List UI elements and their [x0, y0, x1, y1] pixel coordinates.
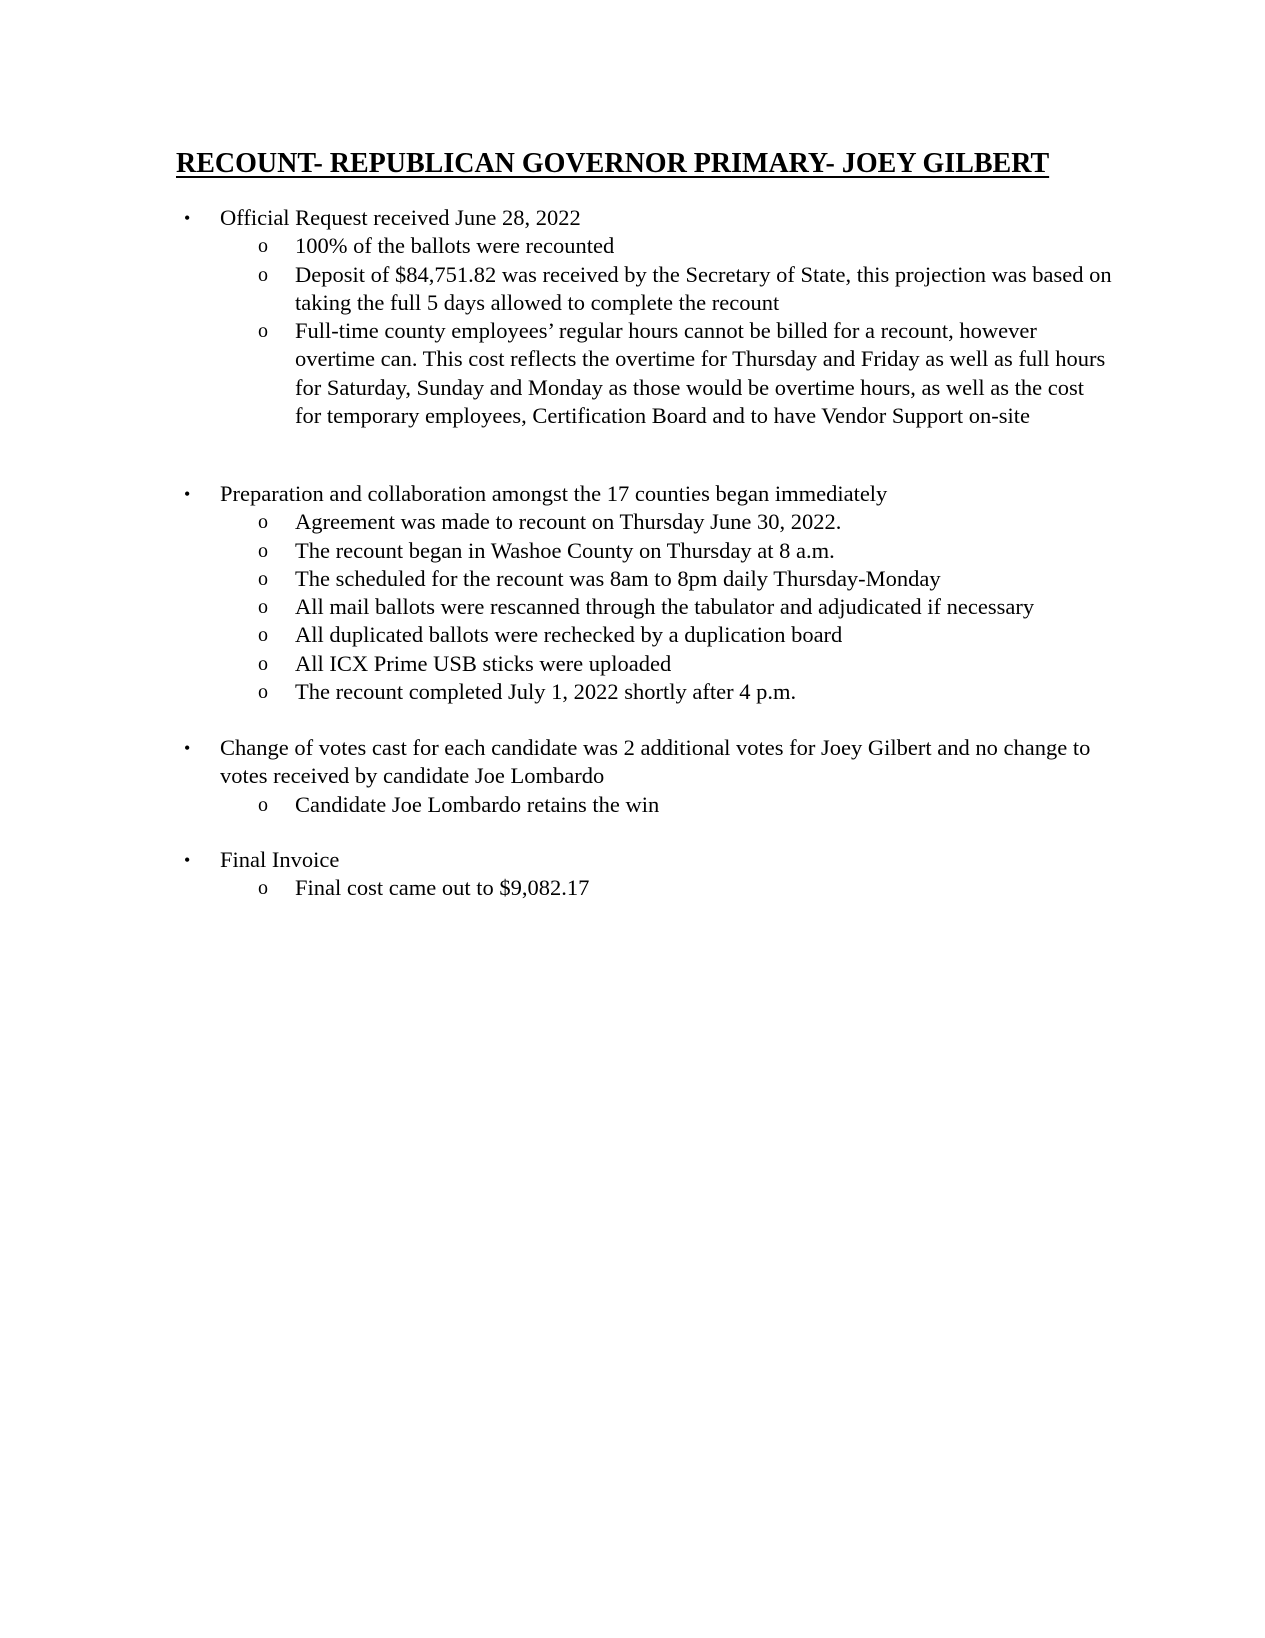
sub-bullet-marker: o [258, 263, 268, 286]
sub-list-item [0, 565, 1265, 593]
sub-bullet-marker: o [258, 793, 268, 816]
sub-list-item [0, 650, 1265, 678]
sub-list-item [0, 791, 1265, 819]
list-item [0, 734, 1265, 791]
bullet-text: Change of votes cast for each candidate was 2 additional votes for Joey Gilbert and no change to votes received by candidate Joe Lombardo [220, 735, 1091, 789]
section-preparation [0, 480, 1265, 706]
sub-bullet-text: All mail ballots were rescanned through the tabulator and adjudicated if necessary [295, 594, 1035, 620]
list-item [0, 846, 1265, 874]
sub-bullet-marker: o [258, 652, 268, 675]
sub-bullet-marker: o [258, 539, 268, 562]
sub-list-item [0, 537, 1265, 565]
section-final-invoice [0, 846, 1265, 903]
sub-bullet-marker: o [258, 596, 268, 619]
section-vote-change [0, 734, 1265, 819]
sub-bullet-text: The recount began in Washoe County on Thursday at 8 a.m. [295, 537, 835, 563]
sub-list-item [0, 874, 1265, 902]
sub-list-item [0, 678, 1265, 706]
sub-bullet-marker: o [258, 235, 268, 258]
sub-bullet-text: The scheduled for the recount was 8am to 8pm daily Thursday-Monday [295, 565, 941, 591]
sub-bullet-marker: o [258, 320, 268, 343]
sub-list-item [0, 593, 1265, 621]
sub-list-item [0, 621, 1265, 649]
sub-bullet-text: All duplicated ballots were rechecked by a duplication board [295, 622, 843, 648]
sub-list-item [0, 508, 1265, 536]
page-title: RECOUNT- REPUBLICAN GOVERNOR PRIMARY- JOEY GILBERT [176, 148, 1050, 179]
bullet-marker: • [184, 484, 191, 504]
sub-bullet-text: Final cost came out to $9,082.17 [295, 875, 590, 901]
sub-bullet-marker: o [258, 624, 268, 647]
sub-bullet-marker: o [258, 681, 268, 704]
list-item [0, 480, 1265, 508]
bullet-marker: • [184, 738, 191, 758]
sub-bullet-marker: o [258, 877, 268, 900]
sub-list-item [0, 261, 1265, 318]
sub-bullet-text: Agreement was made to recount on Thursday June 30, 2022. [295, 509, 842, 535]
sub-bullet-text: 100% of the ballots were recounted [295, 233, 615, 259]
sub-list-item [0, 317, 1265, 430]
bullet-text: Official Request received June 28, 2022 [220, 205, 581, 230]
section-official-request [0, 204, 1265, 430]
sub-bullet-text: Deposit of $84,751.82 was received by the Secretary of State, this projection was based on taking the full 5 days allowed to complete the recount [295, 261, 1112, 315]
sub-bullet-text: Full-time county employees’ regular hours cannot be billed for a recount, however overtime can. This cost reflects the overtime for Thursday and Friday as well as full hours for Saturday, Sunday and Monday as those would be overtime hours, as well as the cost for temporary employees, Certification Board and to have Vendor Support on-site [295, 318, 1106, 429]
sub-bullet-text: Candidate Joe Lombardo retains the win [295, 791, 660, 817]
bullet-text: Final Invoice [220, 847, 340, 872]
sub-bullet-text: All ICX Prime USB sticks were uploaded [295, 650, 672, 676]
bullet-text: Preparation and collaboration amongst the 17 counties began immediately [220, 481, 888, 506]
sub-bullet-text: The recount completed July 1, 2022 shortly after 4 p.m. [295, 679, 797, 705]
sub-bullet-marker: o [258, 567, 268, 590]
sub-list-item [0, 232, 1265, 260]
bullet-marker: • [184, 850, 191, 870]
sub-bullet-marker: o [258, 511, 268, 534]
list-item [0, 204, 1265, 232]
bullet-marker: • [184, 208, 191, 228]
